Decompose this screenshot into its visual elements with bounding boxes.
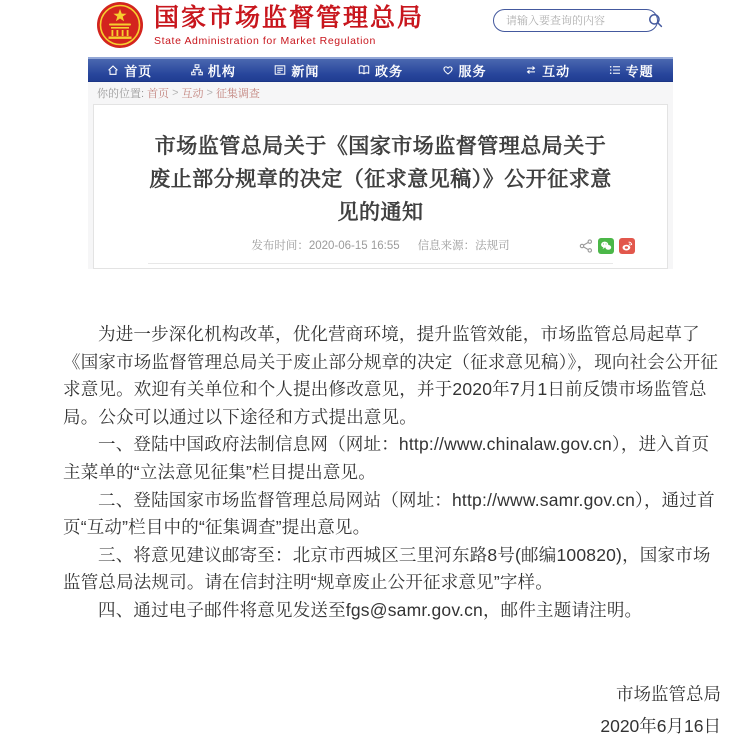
paragraph-channel-3: 三、将意见建议邮寄至：北京市西城区三里河东路8号(邮编100820)，国家市场监管总局法规司。请在信封注明“规章废止公开征求意见”字样。 [63,544,711,593]
news-icon [274,64,286,76]
signature-org: 市场监管总局 [616,683,721,704]
logo-text [154,3,424,47]
article-meta [148,238,613,255]
nav-item-topic[interactable] [609,61,654,80]
share-icon[interactable] [579,239,593,253]
weibo-share-icon[interactable] [619,238,635,254]
breadcrumb-link-home[interactable]: 首页 [147,88,170,100]
nav-item-label: 互动 [542,63,571,79]
source-value: 法规司 [475,240,510,252]
breadcrumb [88,82,673,104]
paragraph-channel-1: 一、登陆中国政府法制信息网（网址：http://www.chinalaw.gov.cn），进入首页主菜单的“立法意见征集”栏目提出意见。 [63,434,710,482]
site-title: 国家市场监督管理总局 [154,4,425,32]
topic-icon [609,64,621,76]
paragraph-intro: 为进一步深化机构改革，优化营商环境，提升监管效能，市场监管总局起草了《国家市场监督管理总局关于废止部分规章的决定（征求意见稿）》，现向社会公开征求意见。欢迎有关单位和个人提出修改意见，并于2020年7月1日前反馈市场监管总局。公众可以通过以下途径和方式提出意见。 [63,324,719,427]
article-header-card [93,104,668,269]
nav-item-interact[interactable] [525,61,570,80]
service-icon [442,64,454,76]
publish-time-label: 发布时间： [251,240,309,252]
site-logo[interactable] [96,1,424,49]
publish-time-value: 2020-06-15 16:55 [308,240,400,252]
site-subtitle: State Administration for Market Regulation [154,35,376,47]
nav-item-gov[interactable] [358,61,403,80]
breadcrumb-separator: > [172,87,179,99]
breadcrumb-link-interact[interactable]: 互动 [181,88,204,100]
nav-item-label: 机构 [207,63,236,79]
nav-item-label: 政务 [374,63,403,79]
home-icon [107,64,119,76]
article-meta-row [148,238,613,264]
gov-icon [358,64,370,76]
source-label: 信息来源： [417,240,476,252]
breadcrumb-prefix: 你的位置: [97,88,145,100]
breadcrumb-link-survey[interactable]: 征集调查 [215,88,260,100]
nav-item-org[interactable] [191,61,236,80]
nav-item-label: 新闻 [291,63,320,79]
nav-item-home[interactable] [107,61,152,80]
article-title: 市场监管总局关于《国家市场监督管理总局关于废止部分规章的决定（征求意见稿）》公开征求意见的通知 [149,135,612,224]
site-search [493,9,658,32]
org-icon [191,64,203,76]
nav-item-service[interactable] [442,61,487,80]
nav-item-label: 首页 [124,63,153,79]
article-body [63,321,721,742]
main-nav [88,57,673,82]
wechat-share-icon[interactable] [598,238,614,254]
nav-item-label: 专题 [625,63,654,79]
interact-icon [525,64,537,76]
content-wrapper [88,82,673,269]
breadcrumb-separator: > [206,87,213,99]
signature-block [63,678,721,742]
share-bar [579,238,635,254]
search-icon[interactable] [648,13,663,29]
national-emblem-icon [96,1,144,49]
nav-item-label: 服务 [458,63,487,79]
signature-date: 2020年6月16日 [600,715,721,736]
search-input[interactable] [506,15,648,27]
paragraph-channel-4: 四、通过电子邮件将意见发送至fgs@samr.gov.cn，邮件主题请注明。 [98,599,643,620]
paragraph-channel-2: 二、登陆国家市场监督管理总局网站（网址：http://www.samr.gov.cn），通过首页“互动”栏目中的“征集调查”提出意见。 [63,489,715,538]
site-header [0,0,748,57]
nav-item-news[interactable] [274,61,319,80]
